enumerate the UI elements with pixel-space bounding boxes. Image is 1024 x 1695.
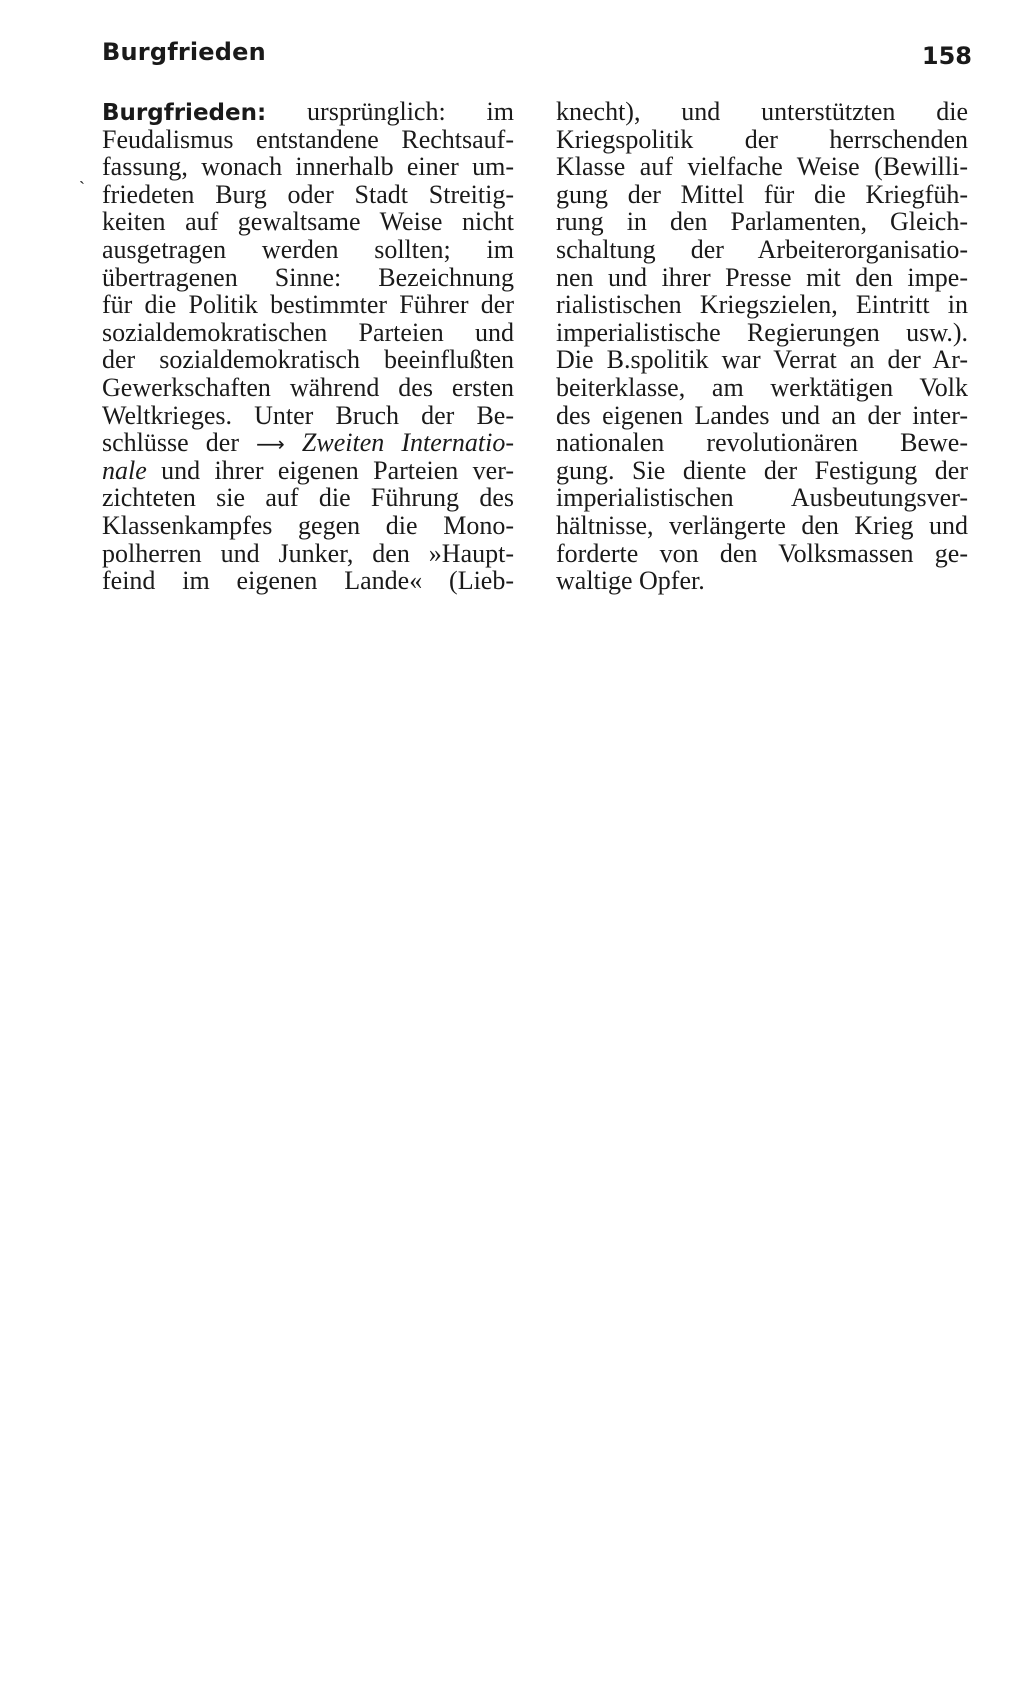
text-line: keiten auf gewaltsame Weise nicht (102, 207, 514, 237)
text-line: für die Politik bestimmter Führer der (102, 290, 514, 320)
text-line (102, 429, 514, 457)
text-line: nationalen revolutionären Bewe- (556, 428, 968, 458)
running-head: Burgfrieden (102, 38, 266, 66)
stray-mark: ˏ (79, 164, 85, 184)
text-fragment: schlüsse der (102, 428, 239, 458)
text-line: rung in den Parlamenten, Gleich- (556, 207, 968, 237)
entry-lemma: Burgfrieden: (102, 100, 267, 126)
text-line: fassung, wonach innerhalb einer um- (102, 152, 514, 182)
text-line: friedeten Burg oder Stadt Streitig- (102, 179, 514, 209)
text-line: Kriegspolitik der herrschenden (556, 124, 968, 154)
text-line: übertragenen Sinne: Bezeichnung (102, 262, 514, 292)
text-line: Klassenkampfes gegen die Mono- (102, 510, 514, 540)
text-line: hältnisse, verlängerte den Krieg und (556, 510, 968, 540)
cross-reference-link[interactable]: Zweiten Internatio- (301, 428, 515, 458)
text-line: Klasse auf vielfache Weise (Bewilli- (556, 152, 968, 182)
text-line: ausgetragen werden sollten; im (102, 234, 514, 264)
entry-right-column (556, 98, 968, 595)
text-line: polherren und Junker, den »Haupt- (102, 538, 514, 568)
text-line: gung der Mittel für die Kriegfüh- (556, 179, 968, 209)
text-line: forderte von den Volksmassen ge- (556, 538, 968, 568)
text-line: sozialdemokratischen Parteien und (102, 317, 514, 347)
text-fragment: ursprünglich: im (266, 97, 514, 126)
text-line (102, 457, 514, 485)
text-line: feind im eigenen Lande« (Lieb- (102, 566, 514, 596)
text-fragment: und ihrer eigenen Parteien ver- (161, 455, 514, 485)
text-line: Weltkrieges. Unter Bruch der Be- (102, 400, 514, 430)
entry-left-column (102, 98, 514, 595)
text-line: des eigenen Landes und an der inter- (556, 400, 968, 430)
text-line: waltige Opfer. (556, 566, 705, 596)
text-line: imperialistische Regierungen usw.). (556, 317, 968, 347)
text-line: gung. Sie diente der Festigung der (556, 455, 968, 485)
cross-reference-arrow-icon: ⟶ (256, 432, 285, 457)
text-line: beiterklasse, am werktätigen Volk (556, 372, 968, 402)
text-line: zichteten sie auf die Führung des (102, 483, 514, 513)
text-line: nen und ihrer Presse mit den impe- (556, 262, 968, 292)
text-line (102, 98, 514, 126)
page-number: 158 (921, 42, 972, 70)
text-line: imperialistischen Ausbeutungsver- (556, 483, 968, 513)
text-line: Die B.spolitik war Verrat an der Ar- (556, 345, 968, 375)
text-line: Gewerkschaften während des ersten (102, 372, 514, 402)
text-line: der sozialdemokratisch beeinflußten (102, 345, 514, 375)
text-line: schaltung der Arbeiterorganisatio- (556, 234, 968, 264)
text-line: Feudalismus entstandene Rechtsauf- (102, 124, 514, 154)
text-line: rialistischen Kriegszielen, Eintritt in (556, 290, 968, 320)
text-line: knecht), und unterstützten die (556, 97, 968, 126)
cross-reference-link[interactable]: nale (102, 455, 147, 485)
